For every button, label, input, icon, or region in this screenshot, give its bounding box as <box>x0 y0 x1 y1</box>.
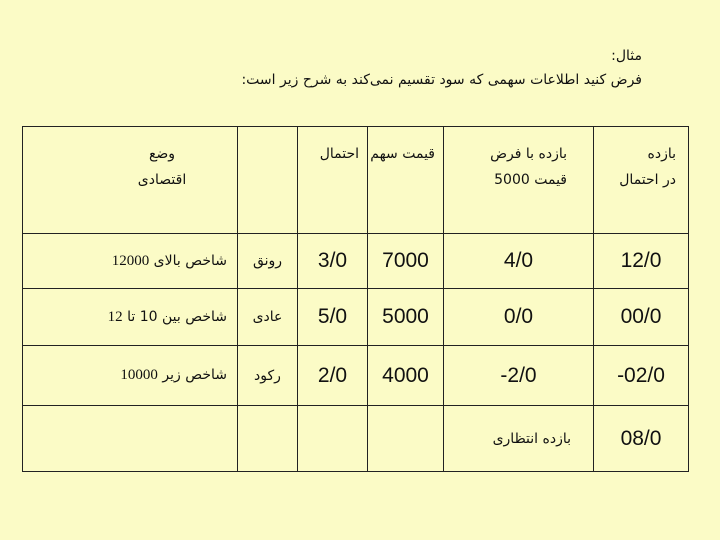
intro-text <box>82 44 642 92</box>
example-heading: مثال: <box>611 48 642 64</box>
probability-cell: 3/0 <box>298 234 368 289</box>
return-assuming-price-cell: 0/0 <box>444 289 594 346</box>
table-row <box>23 346 689 406</box>
empty-cell <box>298 406 368 472</box>
state-cell: رکود <box>238 346 298 406</box>
return-in-probability-cell: -02/0 <box>594 346 689 406</box>
return-assuming-price-cell: -2/0 <box>444 346 594 406</box>
index-condition-value: 10000 <box>120 367 158 383</box>
return-assuming-price-cell: 4/0 <box>444 234 594 289</box>
header-share-price: قیمت سهم <box>368 127 444 234</box>
index-condition-cell <box>23 289 238 346</box>
probability-cell: 5/0 <box>298 289 368 346</box>
index-condition-cell <box>23 346 238 406</box>
index-condition-cell <box>23 234 238 289</box>
state-cell: رونق <box>238 234 298 289</box>
expected-return-row <box>23 406 689 472</box>
probability-cell: 2/0 <box>298 346 368 406</box>
table-header-row <box>23 127 689 234</box>
index-condition-text: شاخص بین 10 تا <box>127 308 227 325</box>
empty-cell <box>238 406 298 472</box>
index-condition-value: 12 <box>107 308 123 325</box>
empty-cell <box>368 406 444 472</box>
return-in-probability-cell: 12/0 <box>594 234 689 289</box>
expected-return-label: بازده انتظاری <box>444 406 594 472</box>
header-economic-condition: وضع اقتصادی <box>23 127 238 234</box>
header-probability: احتمال <box>298 127 368 234</box>
state-cell: عادی <box>238 289 298 346</box>
index-condition-value: 12000 <box>111 252 150 269</box>
return-in-probability-cell: 00/0 <box>594 289 689 346</box>
share-price-cell: 7000 <box>368 234 444 289</box>
example-description: فرض کنید اطلاعات سهمی که سود تقسیم نمی‌کند به شرح زیر است: <box>241 72 642 88</box>
empty-cell <box>23 406 238 472</box>
header-return-in-probability: بازده در احتمال <box>594 127 689 234</box>
share-price-cell: 5000 <box>368 289 444 346</box>
index-condition-text: شاخص بالای <box>153 252 227 269</box>
table-row <box>23 289 689 346</box>
header-state <box>238 127 298 234</box>
index-condition-text: شاخص زیر <box>162 367 227 383</box>
table-row <box>23 234 689 289</box>
share-price-cell: 4000 <box>368 346 444 406</box>
header-return-assuming-price: بازده با فرض قیمت 5000 <box>444 127 594 234</box>
returns-table <box>22 126 689 472</box>
expected-return-value: 08/0 <box>594 406 689 472</box>
